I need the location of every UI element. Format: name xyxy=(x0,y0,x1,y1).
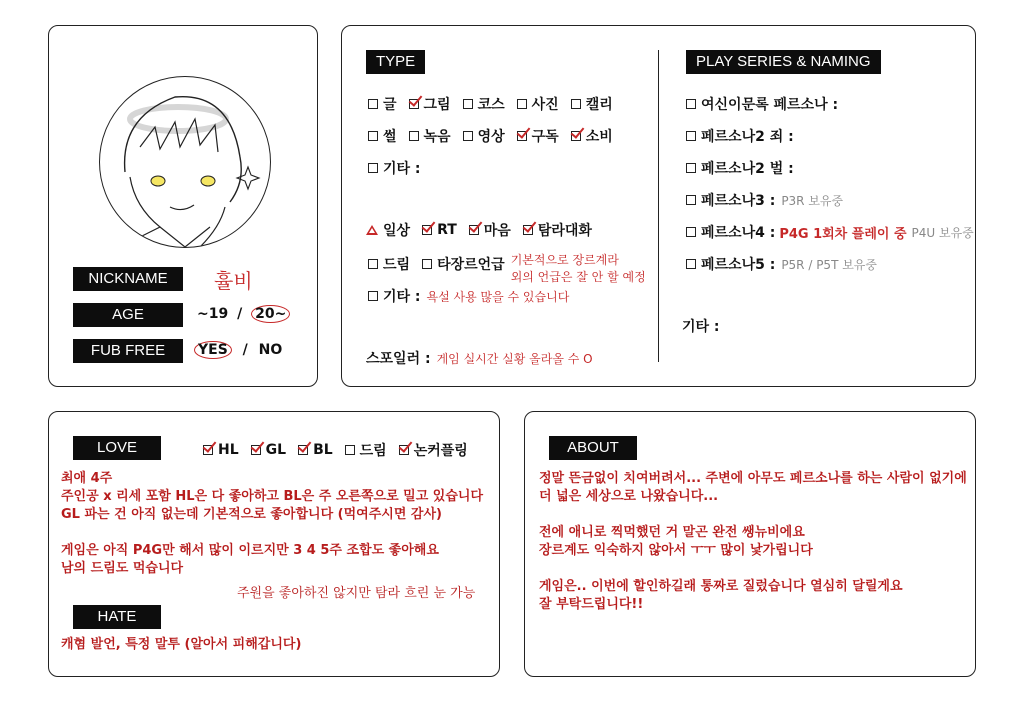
age-label: AGE xyxy=(73,303,183,327)
avatar xyxy=(99,76,271,248)
spoiler-row xyxy=(366,348,593,368)
crossgenre-note: 기본적으로 장르계라 외의 언급은 잘 안 할 예정 xyxy=(510,253,646,284)
play-item: 페르소나3 : P3R 보유중 xyxy=(686,190,843,210)
play-note-current: P4G 1회차 플레이 중 xyxy=(779,226,907,242)
checkbox-checked[interactable] xyxy=(422,225,432,235)
about-panel xyxy=(524,411,976,677)
play-note: P5R / P5T 보유중 xyxy=(781,257,877,272)
type-row-2 xyxy=(368,126,625,146)
checkbox-checked[interactable] xyxy=(203,445,213,455)
spoiler-note: 게임 실시간 실황 올라올 수 O xyxy=(436,351,593,366)
play-other: 기타 : xyxy=(682,319,720,335)
type-row-other xyxy=(368,158,433,178)
play-item: 여신이문록 페르소나 : xyxy=(686,94,838,114)
nickname-label: NICKNAME xyxy=(73,267,183,291)
love-tag[interactable]: 드림 xyxy=(345,440,387,460)
type-option[interactable]: RT xyxy=(422,222,457,238)
checkbox-checked[interactable] xyxy=(409,99,419,109)
play-item: 페르소나2 벌 : xyxy=(686,158,794,178)
type-option[interactable]: 그림 xyxy=(409,94,451,114)
age-separator: / xyxy=(237,306,243,322)
type-option[interactable]: 드림 xyxy=(368,254,410,274)
type-option[interactable]: 사진 xyxy=(517,94,559,114)
type-option[interactable]: 글 xyxy=(368,94,397,114)
type-option[interactable]: 마음 xyxy=(469,220,511,240)
checkbox-checked[interactable] xyxy=(298,445,308,455)
play-series-label: PLAY SERIES & NAMING xyxy=(686,50,881,74)
type-label: TYPE xyxy=(366,50,425,74)
type-option[interactable]: 기타 : xyxy=(368,286,421,306)
checkbox[interactable] xyxy=(422,259,432,269)
hate-label: HATE xyxy=(73,605,161,629)
love-label: LOVE xyxy=(73,436,161,460)
love-hate-panel xyxy=(48,411,500,677)
spoiler-label: 스포일러 : xyxy=(366,351,431,367)
checkbox[interactable] xyxy=(368,163,378,173)
type-option[interactable]: 소비 xyxy=(571,126,613,146)
checkbox[interactable] xyxy=(463,99,473,109)
love-tag[interactable]: HL xyxy=(203,442,239,458)
age-adult-selected: 20~ xyxy=(251,305,290,323)
fub-free-label: FUB FREE xyxy=(73,339,183,363)
hate-text: 캐혐 발언, 특정 말투 (알아서 피해갑니다) xyxy=(61,637,302,652)
about-text: 정말 뜬금없이 치여버려서... 주변에 아무도 페르소나를 하는 사람이 없기에 더 넓은 세상으로 나왔습니다... 전에 애니로 찍먹했던 거 말곤 완전 쌩뉴비에요 장르계도 익숙하지 않아서 ㅜㅜ 많이 낯가립니다 게임은.. 이번에 할인하길래 통짜로 질렀습니다 열심히 달릴게요 잘 부탁드립니다!! xyxy=(539,471,967,612)
fub-free-value xyxy=(194,342,282,358)
type-option[interactable]: 기타 : xyxy=(368,158,421,178)
other-note: 욕설 사용 많을 수 있습니다 xyxy=(426,289,570,304)
type-row-1 xyxy=(368,94,625,114)
love-tags xyxy=(203,440,480,460)
type-option[interactable]: 일상 xyxy=(366,220,410,240)
checkbox[interactable] xyxy=(368,291,378,301)
checkbox[interactable] xyxy=(686,163,696,173)
type-option[interactable]: 구독 xyxy=(517,126,559,146)
checkbox[interactable] xyxy=(409,131,419,141)
age-minor: ~19 xyxy=(197,306,229,322)
type-row-5 xyxy=(368,252,646,286)
checkbox[interactable] xyxy=(368,131,378,141)
avatar-drawing xyxy=(100,77,270,247)
love-tag[interactable]: BL xyxy=(298,442,333,458)
play-item: 페르소나2 죄 : xyxy=(686,126,794,146)
checkbox-checked[interactable] xyxy=(251,445,261,455)
type-row-6 xyxy=(368,286,569,306)
checkbox[interactable] xyxy=(686,259,696,269)
checkbox[interactable] xyxy=(686,227,696,237)
checkbox[interactable] xyxy=(686,99,696,109)
checkbox[interactable] xyxy=(517,99,527,109)
love-side-note: 주원을 좋아하진 않지만 탐라 흐린 눈 가능 xyxy=(237,586,476,601)
play-note: P3R 보유중 xyxy=(781,193,844,208)
checkbox-checked[interactable] xyxy=(517,131,527,141)
type-option[interactable]: 코스 xyxy=(463,94,505,114)
about-label: ABOUT xyxy=(549,436,637,460)
checkbox[interactable] xyxy=(368,259,378,269)
checkbox-checked[interactable] xyxy=(571,131,581,141)
type-option[interactable]: 녹음 xyxy=(409,126,451,146)
vertical-divider xyxy=(658,50,659,362)
checkbox[interactable] xyxy=(345,445,355,455)
triangle-mark-icon xyxy=(366,225,378,235)
love-tag[interactable]: GL xyxy=(251,442,286,458)
type-option[interactable]: 타장르언급 xyxy=(422,254,505,274)
checkbox[interactable] xyxy=(686,131,696,141)
type-option[interactable]: 캘리 xyxy=(571,94,613,114)
type-option[interactable]: 탐라대화 xyxy=(523,220,592,240)
nickname-value: 휼비 xyxy=(214,269,253,293)
type-play-panel xyxy=(341,25,976,387)
play-note: P4U 보유중 xyxy=(911,225,974,240)
fub-yes-selected: YES xyxy=(194,341,232,359)
love-text: 최애 4주 주인공 x 리세 포함 HL은 다 좋아하고 BL은 주 오른쪽으로 밀고 있습니다 GL 파는 건 아직 없는데 기본적으로 좋아합니다 (먹여주시면 감사) 게임은 아직 P4G만 해서 많이 이르지만 3 4 5주 조합도 좋아해요 남의 드림도 먹습니다 xyxy=(61,471,484,576)
age-value xyxy=(197,306,290,322)
checkbox-checked[interactable] xyxy=(523,225,533,235)
checkbox[interactable] xyxy=(463,131,473,141)
checkbox[interactable] xyxy=(368,99,378,109)
type-row-4 xyxy=(366,220,604,240)
checkbox[interactable] xyxy=(571,99,581,109)
play-item: 페르소나4 : P4G 1회차 플레이 중 P4U 보유중 xyxy=(686,222,974,242)
fub-separator: / xyxy=(242,342,248,358)
fub-no: NO xyxy=(258,342,283,358)
checkbox[interactable] xyxy=(686,195,696,205)
play-item: 페르소나5 : P5R / P5T 보유중 xyxy=(686,254,877,274)
checkbox-checked[interactable] xyxy=(469,225,479,235)
checkbox-checked[interactable] xyxy=(399,445,409,455)
type-option[interactable]: 썰 xyxy=(368,126,397,146)
love-tag[interactable]: 논커플링 xyxy=(399,440,468,460)
type-option[interactable]: 영상 xyxy=(463,126,505,146)
profile-panel xyxy=(48,25,318,387)
